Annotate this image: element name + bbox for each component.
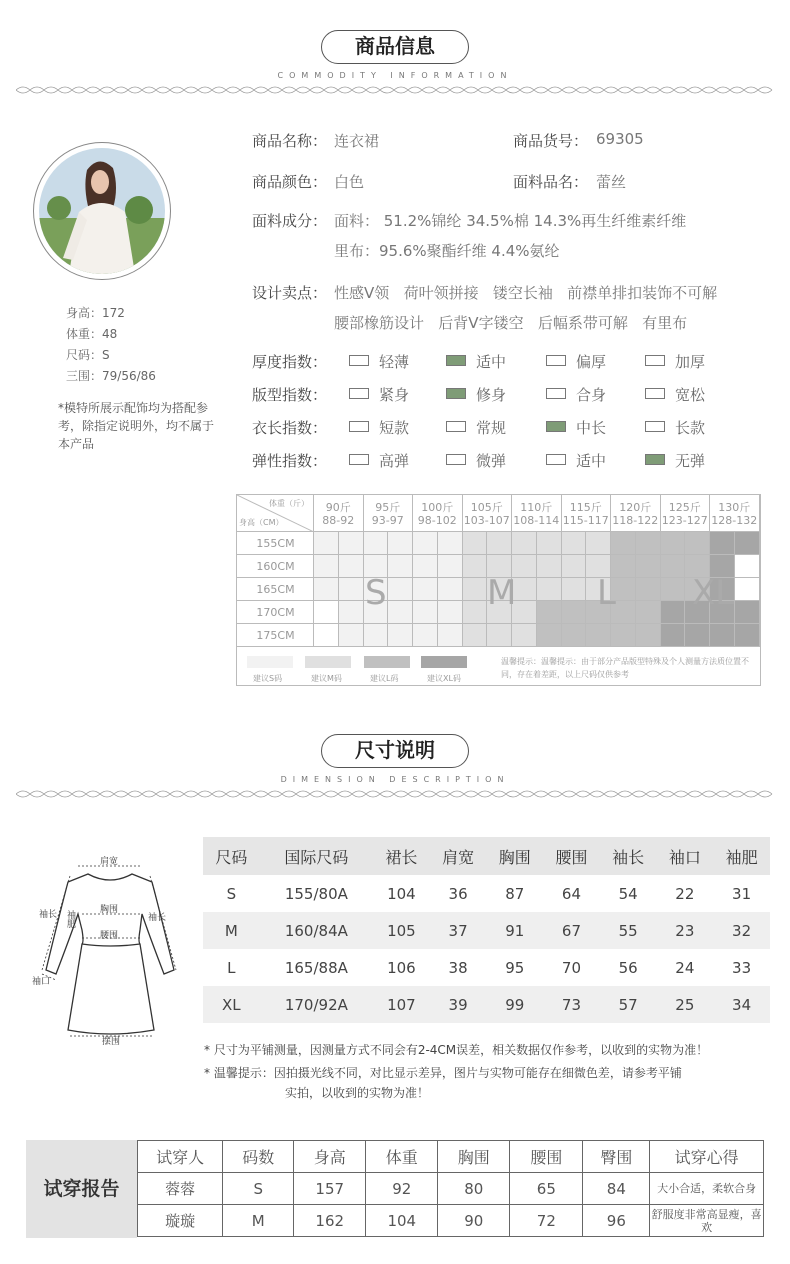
- size-chart: [236, 494, 761, 686]
- table-cell: 95: [505, 958, 525, 977]
- commodity-title: 商品信息: [321, 30, 469, 64]
- dimension-table: [203, 837, 770, 1023]
- size-cell: [661, 578, 686, 601]
- weight-jin: 105斤: [470, 501, 503, 514]
- table-cell: 64: [561, 884, 582, 903]
- model-avatar: [33, 142, 171, 280]
- index-label: 衣长指数：: [252, 419, 328, 437]
- tryon-cell: 65: [510, 1173, 583, 1205]
- fabric-label: 面料品名：: [513, 173, 589, 191]
- size-cell: [710, 624, 735, 647]
- dress-diagram-icon: [30, 852, 190, 1052]
- index-option-label: 无弹: [675, 452, 706, 470]
- weight-jin: 130斤: [718, 501, 751, 514]
- weight-jin: 100斤: [421, 501, 454, 514]
- size-cell: [487, 532, 512, 555]
- composition-label: 面料成分：: [252, 212, 328, 230]
- tryon-header-cell: 码数: [223, 1141, 294, 1173]
- height-row-label: [237, 578, 314, 601]
- dimension-header-cell: 胸围: [486, 837, 543, 875]
- checked-box-icon: [446, 355, 466, 366]
- design-line1: 性感V领 荷叶领拼接 镂空长袖 前襟单排扣装饰不可解: [334, 284, 718, 302]
- table-cell: 31: [732, 884, 752, 903]
- size-cell: [562, 624, 587, 647]
- empty-box-icon: [349, 388, 369, 399]
- weight-jin: 95斤: [375, 501, 401, 514]
- weight-jin: 90斤: [325, 501, 351, 514]
- size-cell: [537, 555, 562, 578]
- weight-range: 123-127: [661, 514, 708, 527]
- size-cell: [438, 624, 463, 647]
- index-option: [446, 384, 506, 405]
- size-cell: [339, 532, 364, 555]
- size-cell: [438, 601, 463, 624]
- legend-swatch: [305, 656, 351, 668]
- size-cell: [537, 532, 562, 555]
- size-cell: [661, 555, 686, 578]
- table-cell: XL: [203, 986, 260, 1023]
- size-cell: [636, 601, 661, 624]
- height-row-label: [237, 532, 314, 555]
- name-value: 连衣裙: [334, 132, 380, 150]
- weight-header: [364, 495, 414, 532]
- table-cell: 107: [373, 986, 430, 1023]
- design-line2: 腰部橡筋设计 后背V字镂空 后幅系带可解 有里布: [334, 314, 688, 332]
- commodity-subtitle: COMMODITY INFORMATION: [277, 71, 513, 80]
- table-cell: 32: [713, 912, 770, 949]
- table-cell: 73: [543, 986, 600, 1023]
- empty-box-icon: [645, 355, 665, 366]
- table-cell: 54: [618, 884, 638, 903]
- empty-box-icon: [446, 421, 466, 432]
- weight-header: [710, 495, 760, 532]
- tryon-header-row: [138, 1141, 764, 1173]
- size-cell: [413, 532, 438, 555]
- diagram-sleeve-right: 袖长: [148, 913, 167, 923]
- size-cell: [487, 624, 512, 647]
- size-cell: [314, 624, 339, 647]
- size-cell: [413, 624, 438, 647]
- size-cell: [463, 555, 488, 578]
- tryon-header-cell: 体重: [366, 1141, 438, 1173]
- table-row: [203, 986, 770, 1023]
- dimension-header-cell: 国际尺码: [260, 837, 373, 875]
- index-option: [446, 351, 506, 372]
- weight-jin: 125斤: [668, 501, 701, 514]
- size-cell: [339, 555, 364, 578]
- model-measurements: 三围：79/56/86: [66, 369, 156, 383]
- weight-range: 88-92: [322, 514, 355, 527]
- index-option: [349, 450, 409, 471]
- composition-line1: 面料： 51.2%锦纶 34.5%棉 14.3%再生纤维素纤维: [334, 212, 687, 230]
- size-cell: [438, 578, 463, 601]
- tryon-header-cell: 试穿心得: [650, 1141, 764, 1173]
- size-letter: L: [597, 573, 616, 613]
- size-cell: [413, 601, 438, 624]
- table-cell: 91: [486, 912, 543, 949]
- weight-header: [512, 495, 562, 532]
- table-cell: 57: [600, 986, 657, 1023]
- empty-box-icon: [349, 355, 369, 366]
- dimension-header-cell: 袖长: [600, 837, 657, 875]
- table-row: [203, 875, 770, 912]
- tryon-cell: 104: [366, 1205, 438, 1237]
- size-cell: [661, 624, 686, 647]
- size-cell: [586, 532, 611, 555]
- size-cell: [735, 532, 760, 555]
- size-cell: [463, 578, 488, 601]
- model-photo: [39, 148, 165, 274]
- diagram-sleeve-left: 袖长: [39, 910, 58, 920]
- size-cell: [636, 555, 661, 578]
- size-cell: [339, 624, 364, 647]
- sku-label: 商品货号：: [513, 132, 589, 150]
- tryon-table: [137, 1140, 764, 1237]
- index-option-label: 中长: [576, 419, 607, 437]
- index-option: [546, 417, 606, 438]
- index-option-label: 微弹: [476, 452, 507, 470]
- tryon-header-cell: 腰围: [510, 1141, 583, 1173]
- table-cell: 36: [448, 884, 468, 903]
- tryon-cell: 璇璇: [138, 1205, 223, 1237]
- empty-box-icon: [645, 388, 665, 399]
- index-option-label: 适中: [476, 353, 507, 371]
- size-cell: [685, 532, 710, 555]
- size-cell: [364, 532, 389, 555]
- index-option-label: 加厚: [675, 353, 706, 371]
- weight-jin: 110斤: [520, 501, 553, 514]
- size-cell: [314, 578, 339, 601]
- index-label: 弹性指数：: [252, 452, 328, 470]
- tryon-cell: 蓉蓉: [138, 1173, 223, 1205]
- dimension-header-row: [203, 837, 770, 875]
- table-cell: S: [226, 884, 237, 903]
- table-row: [203, 912, 770, 949]
- size-cell: [735, 555, 760, 578]
- index-option: [645, 450, 705, 471]
- empty-box-icon: [645, 421, 665, 432]
- size-chart-tip: 温馨提示：温馨提示：由于部分产品版型特殊及个人测量方法质位置不同，存在着差距，以上尺码仅供参考: [501, 657, 749, 679]
- size-cell: [463, 601, 488, 624]
- index-option-label: 高弹: [379, 452, 410, 470]
- empty-box-icon: [546, 355, 566, 366]
- diagram-waist: 腰围: [100, 931, 119, 941]
- tryon-header-cell: 臀围: [583, 1141, 650, 1173]
- table-cell: 155/80A: [284, 884, 348, 903]
- index-option: [546, 351, 606, 372]
- size-cell: [537, 601, 562, 624]
- index-option-label: 宽松: [675, 386, 706, 404]
- weight-header: [413, 495, 463, 532]
- size-cell: [636, 532, 661, 555]
- table-cell: L: [227, 958, 236, 977]
- height-value: 170CM: [256, 606, 295, 619]
- table-cell: 34: [713, 986, 770, 1023]
- checked-box-icon: [546, 421, 566, 432]
- size-cell: [735, 578, 760, 601]
- size-cell: [562, 555, 587, 578]
- dimension-title: 尺寸说明: [321, 734, 469, 768]
- corner-height-label: 身高（CM）: [239, 518, 284, 527]
- index-option-label: 合身: [576, 386, 607, 404]
- tryon-header-cell: 试穿人: [138, 1141, 223, 1173]
- weight-range: 118-122: [612, 514, 659, 527]
- height-value: 155CM: [256, 537, 295, 550]
- diagram-shoulder: 肩宽: [100, 857, 119, 867]
- legend-swatch: [421, 656, 467, 668]
- size-cell: [314, 601, 339, 624]
- table-cell: 55: [600, 912, 657, 949]
- size-cell: [710, 532, 735, 555]
- tryon-cell: 162: [294, 1205, 366, 1237]
- size-cell: [586, 624, 611, 647]
- dimension-header-cell: 裙长: [373, 837, 430, 875]
- size-cell: [438, 532, 463, 555]
- table-cell: 67: [543, 912, 600, 949]
- legend-label: 建议L码: [370, 674, 399, 683]
- table-cell: M: [203, 912, 260, 949]
- composition-line2: 里布：95.6%聚酯纤维 4.4%氨纶: [334, 242, 560, 260]
- size-cell: [685, 624, 710, 647]
- corner-weight-label: 体重（斤）: [269, 499, 309, 508]
- table-cell: 165/88A: [284, 958, 348, 977]
- size-cell: [512, 532, 537, 555]
- size-cell: [562, 601, 587, 624]
- size-cell: [661, 601, 686, 624]
- diagram-bicep: 袖肥: [65, 910, 75, 928]
- sku-value: 69305: [596, 130, 644, 148]
- size-cell: [388, 601, 413, 624]
- index-option: [446, 417, 506, 438]
- size-cell: [339, 601, 364, 624]
- legend-label: 建议XL码: [427, 674, 461, 683]
- tryon-cell: M: [223, 1205, 294, 1237]
- wave-divider: [16, 84, 774, 96]
- index-label: 厚度指数：: [252, 353, 328, 371]
- index-option: [349, 384, 409, 405]
- empty-box-icon: [546, 454, 566, 465]
- index-option: [546, 450, 606, 471]
- dimension-note-2b: 实拍，以收到的实物为准！: [285, 1086, 430, 1100]
- table-cell: 87: [505, 884, 525, 903]
- size-cell: [364, 624, 389, 647]
- size-cell: [636, 578, 661, 601]
- tryon-cell: 80: [438, 1173, 510, 1205]
- dimension-header-cell: 肩宽: [430, 837, 487, 875]
- height-row-label: [237, 601, 314, 624]
- color-label: 商品颜色：: [252, 173, 328, 191]
- table-cell: 104: [387, 884, 416, 903]
- index-option-label: 短款: [379, 419, 410, 437]
- size-cell: [735, 624, 760, 647]
- height-row-label: [237, 624, 314, 647]
- tryon-cell: 大小合适，柔软合身: [650, 1173, 764, 1205]
- size-cell: [339, 578, 364, 601]
- height-value: 175CM: [256, 629, 295, 642]
- size-cell: [388, 532, 413, 555]
- index-option: [645, 351, 705, 372]
- model-size: 尺码：S: [66, 348, 110, 362]
- tryon-cell: 157: [294, 1173, 366, 1205]
- weight-range: 98-102: [417, 514, 457, 527]
- size-cell: [388, 624, 413, 647]
- index-option-label: 轻薄: [379, 353, 410, 371]
- checked-box-icon: [446, 388, 466, 399]
- model-note: *模特所展示配饰均为搭配参考，除指定说明外，均不属于本产品: [58, 401, 215, 451]
- dimension-subtitle: DIMENSION DESCRIPTION: [280, 775, 510, 784]
- size-cell: [611, 624, 636, 647]
- table-cell: 25: [657, 986, 714, 1023]
- size-letter: S: [365, 573, 387, 613]
- table-cell: 33: [732, 958, 752, 977]
- size-cell: [463, 624, 488, 647]
- weight-range: 93-97: [371, 514, 404, 527]
- index-option-label: 适中: [576, 452, 607, 470]
- tryon-cell: S: [223, 1173, 294, 1205]
- height-row-label: [237, 555, 314, 578]
- table-cell: 37: [430, 912, 487, 949]
- diagram-chest: 胸围: [100, 905, 119, 915]
- size-cell: [463, 532, 488, 555]
- index-option-label: 偏厚: [576, 353, 607, 371]
- weight-range: 103-107: [463, 514, 510, 527]
- tryon-cell: 舒服度非常高显瘦，喜欢: [650, 1205, 764, 1237]
- table-cell: 23: [657, 912, 714, 949]
- empty-box-icon: [446, 454, 466, 465]
- table-row: [138, 1205, 764, 1237]
- index-option: [446, 450, 506, 471]
- dimension-header-cell: 尺码: [203, 837, 260, 875]
- table-cell: 56: [618, 958, 638, 977]
- tryon-header-cell: 身高: [294, 1141, 366, 1173]
- legend-swatch: [364, 656, 410, 668]
- name-label: 商品名称：: [252, 132, 328, 150]
- table-cell: 39: [430, 986, 487, 1023]
- table-cell: 99: [486, 986, 543, 1023]
- size-cell: [562, 578, 587, 601]
- index-option: [645, 384, 705, 405]
- size-cell: [636, 624, 661, 647]
- size-letter: M: [487, 573, 517, 613]
- index-option: [349, 417, 409, 438]
- legend-label: 建议S码: [253, 674, 283, 683]
- index-label: 版型指数：: [252, 386, 328, 404]
- tryon-cell: 84: [583, 1173, 650, 1205]
- table-cell: 106: [387, 958, 416, 977]
- dimension-header-cell: 袖肥: [713, 837, 770, 875]
- index-option-label: 修身: [476, 386, 507, 404]
- size-cell: [562, 532, 587, 555]
- weight-header: [661, 495, 711, 532]
- size-cell: [314, 532, 339, 555]
- size-cell: [388, 578, 413, 601]
- size-cell: [537, 624, 562, 647]
- dimension-header-cell: 袖口: [657, 837, 714, 875]
- dimension-note-1: * 尺寸为平铺测量，因测量方式不同会有2-4CM误差，相关数据仅作参考，以收到的实物为准！: [204, 1043, 709, 1057]
- table-cell: 38: [448, 958, 468, 977]
- size-cell: [388, 555, 413, 578]
- model-weight: 体重：48: [66, 327, 118, 341]
- tryon-title: 试穿报告: [26, 1140, 137, 1238]
- index-option-label: 常规: [476, 419, 507, 437]
- model-height: 身高：172: [66, 306, 125, 320]
- index-option: [645, 417, 705, 438]
- weight-range: 128-132: [711, 514, 758, 527]
- weight-range: 115-117: [562, 514, 609, 527]
- legend-swatch: [247, 656, 293, 668]
- height-value: 160CM: [256, 560, 295, 573]
- wave-divider: [16, 788, 774, 800]
- tryon-cell: 96: [583, 1205, 650, 1237]
- size-cell: [413, 578, 438, 601]
- grid-corner: [237, 495, 314, 532]
- empty-box-icon: [349, 454, 369, 465]
- size-cell: [512, 624, 537, 647]
- tryon-header-cell: 胸围: [438, 1141, 510, 1173]
- size-cell: [537, 578, 562, 601]
- weight-jin: 120斤: [619, 501, 652, 514]
- design-label: 设计卖点：: [252, 284, 328, 302]
- size-cell: [735, 601, 760, 624]
- legend-label: 建议M码: [311, 674, 342, 683]
- size-cell: [413, 555, 438, 578]
- height-value: 165CM: [256, 583, 295, 596]
- tryon-cell: 72: [510, 1205, 583, 1237]
- fabric-value: 蕾丝: [596, 173, 627, 191]
- weight-jin: 115斤: [569, 501, 602, 514]
- size-cell: [438, 555, 463, 578]
- diagram-cuff: 袖口: [32, 977, 51, 987]
- size-cell: [611, 532, 636, 555]
- color-value: 白色: [334, 173, 365, 191]
- dimension-note-2a: * 温馨提示：因拍摄光线不同，对比显示差异，图片与实物可能存在细微色差，请参考平铺: [204, 1066, 682, 1080]
- tryon-cell: 92: [366, 1173, 438, 1205]
- size-cell: [314, 555, 339, 578]
- weight-range: 108-114: [513, 514, 560, 527]
- empty-box-icon: [546, 388, 566, 399]
- table-cell: 105: [373, 912, 430, 949]
- table-cell: 22: [675, 884, 695, 903]
- index-option-label: 紧身: [379, 386, 410, 404]
- weight-header: [314, 495, 364, 532]
- size-cell: [661, 532, 686, 555]
- tryon-cell: 90: [438, 1205, 510, 1237]
- dimension-header-cell: 腰围: [543, 837, 600, 875]
- table-cell: 70: [561, 958, 582, 977]
- table-cell: 160/84A: [260, 912, 373, 949]
- weight-header: [562, 495, 612, 532]
- weight-header: [611, 495, 661, 532]
- index-option-label: 长款: [675, 419, 706, 437]
- table-row: [138, 1173, 764, 1205]
- table-row: [203, 949, 770, 986]
- checked-box-icon: [645, 454, 665, 465]
- table-cell: 24: [675, 958, 695, 977]
- weight-header: [463, 495, 513, 532]
- empty-box-icon: [349, 421, 369, 432]
- size-letter: XL: [692, 573, 735, 613]
- index-option: [546, 384, 606, 405]
- diagram-hem: 摆围: [102, 1037, 121, 1047]
- index-option: [349, 351, 409, 372]
- table-cell: 170/92A: [260, 986, 373, 1023]
